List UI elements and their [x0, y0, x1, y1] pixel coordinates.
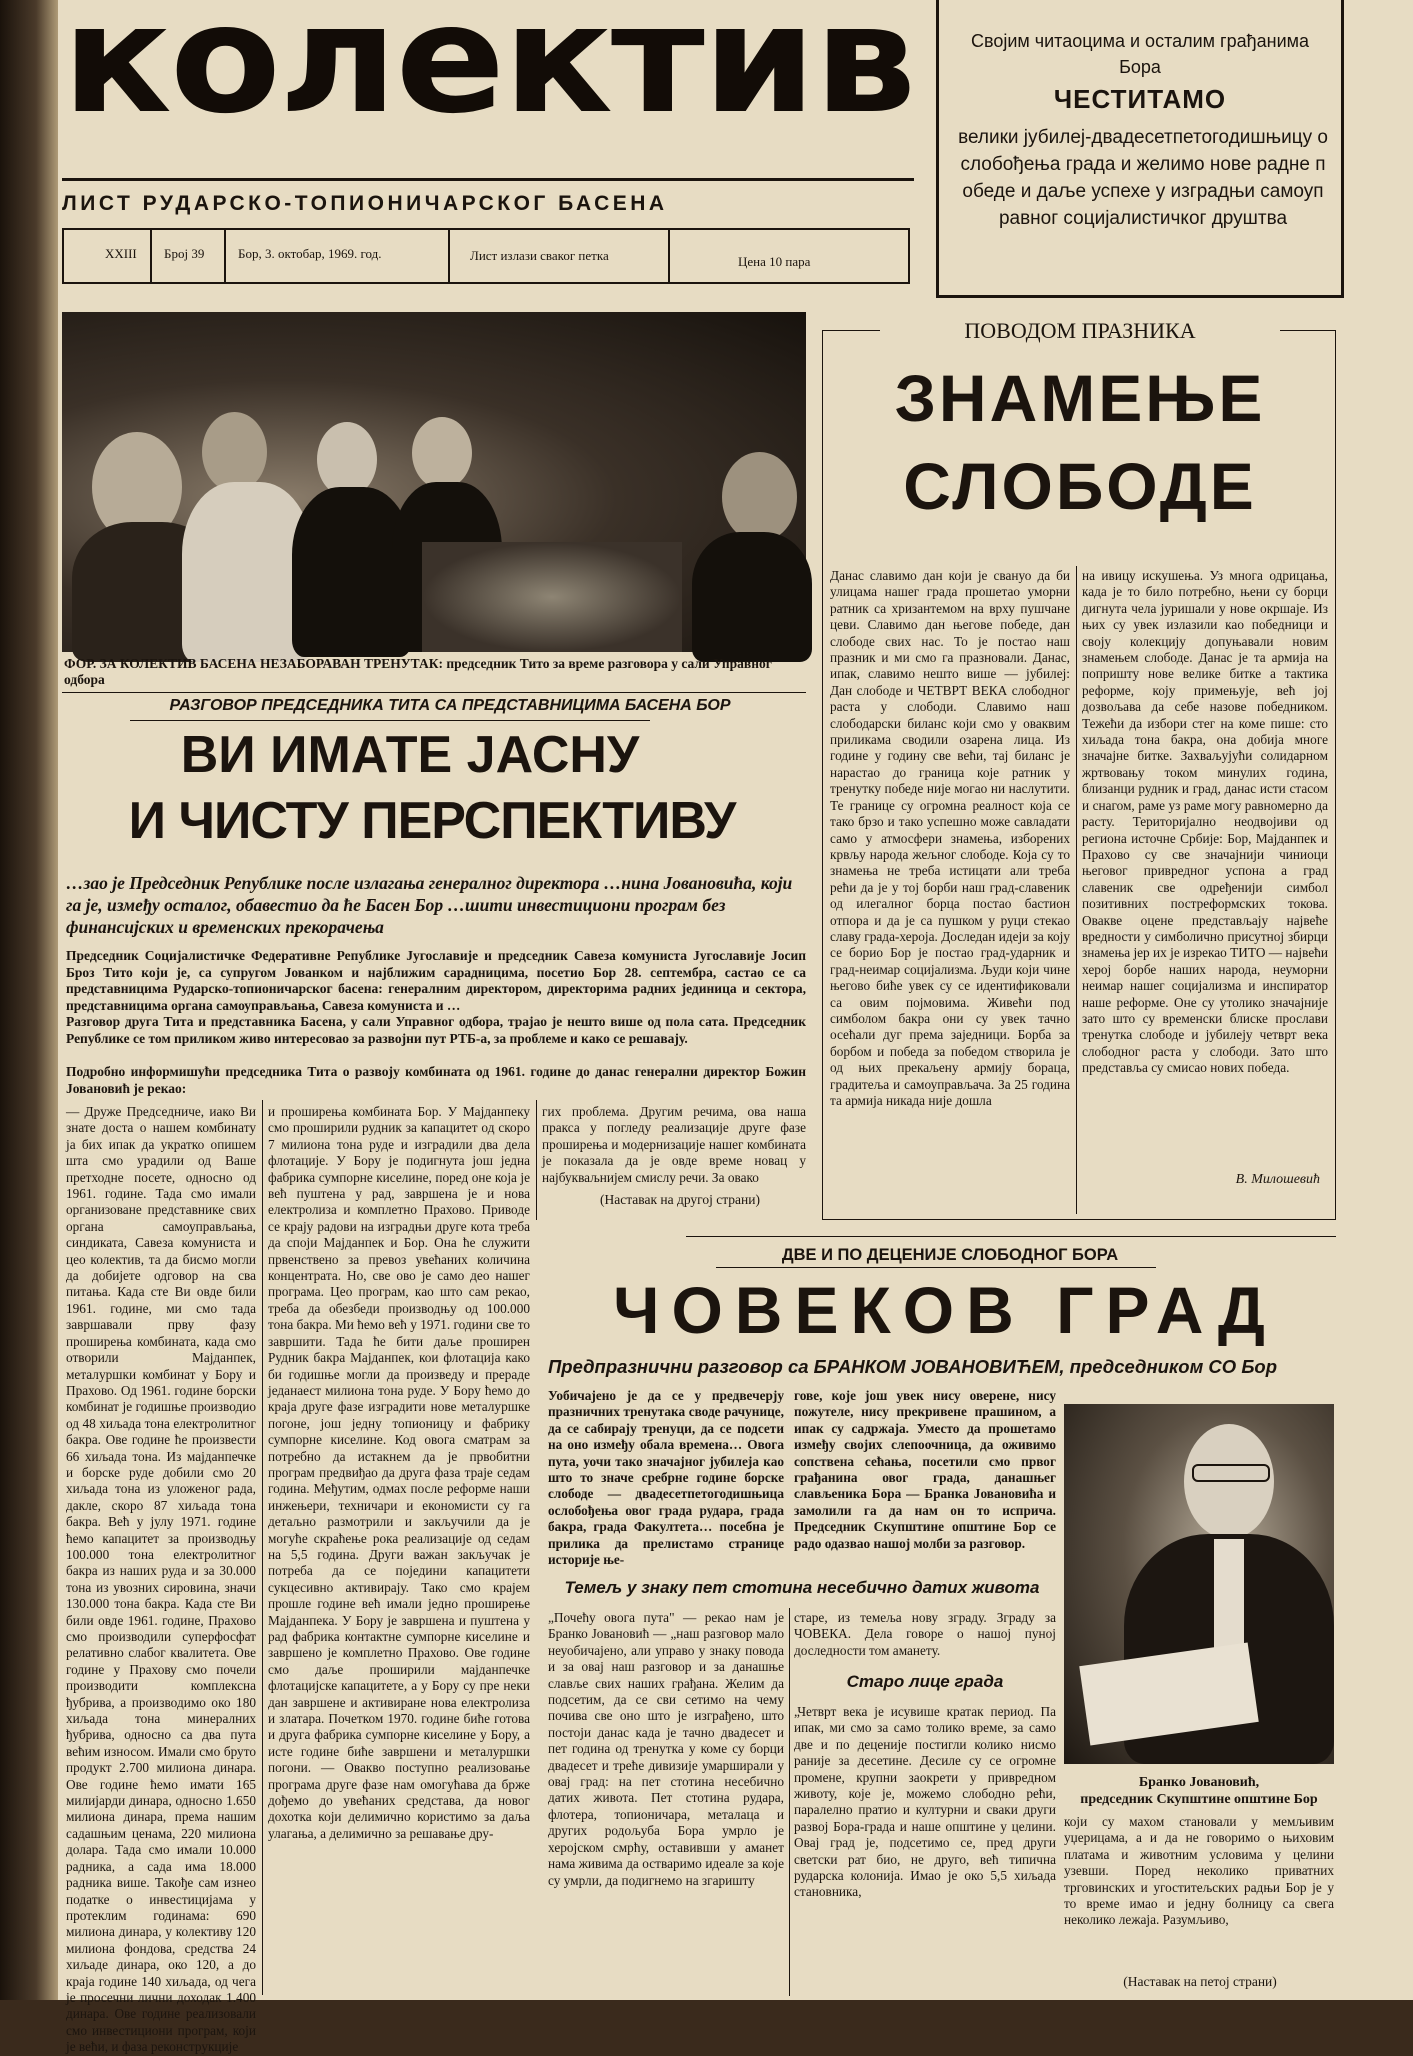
city-body-col1: „Почећу овога пута" — рекао нам је Бранко Јовановић — „наш разговор мало неуобичајено, али управо у знаку повода и за овај наш разговор и за данашње славље свих наших грађана. Желим да подсетим, да се сви сетимо на чему почива све оно што је изграђено, што постоји данас када је тачно двадесет и пет година од тренутка у коме су борци двадесет и треће дивизије умарширали у овај град: на пет стотина несебично датих живота. Пет стотина рудара, флотера, топионичара, металаца и других родољуба Бора умрло је херојском смрћу, оставивши у аманет нама живима да остваримо идеале за које су умрли, да подигнемо на згаришту — [548, 1610, 784, 1888]
photo-branko-caption-name: Бранко Јовановић, — [1138, 1775, 1260, 1790]
city-deck: Предпразнични разговор са БРАНКОМ ЈОВАНОВИЋЕМ, председником СО Бор — [548, 1356, 1278, 1377]
tito-intro3: Подробно информишући председника Тита о развоју комбината од 1961. године до данас генерални директор Божин Јовановић је рекао: — [66, 1064, 806, 1096]
photo-tito-meeting — [62, 312, 806, 652]
tito-body-col1: — Друже Председниче, иако Ви знате доста о нашем комбинату ја бих ипак да укратко опишем шта смо урадили од Ваше претходне посете, односно од 1961. године. Тада смо имали организоване представнике свих органа самоуправљања, синдиката, Савеза комуниста и цео колектив, та да бисмо могли да добијете одговор на сва питања. Када сте Ви овде били 1961. године, ми смо тада завршавали прву фазу проширења комбината, када смо отворили Мајданпек, металуршки комбинат у Бору и Прахово. Од 1961. године борски комбинат је годишње производио од 48 хиљада тона електролитног бакра. Ове године ће произвести 66 хиљада тона. Из мајданпечке и борске руде добили смо 20 хиљада тона из уложеног рада, дакле, скоро 87 хиљада тона бакра. Већ у јулу 1971. године ћемо капацитет за производњу 100.000 тона електролитног бакра из наших руда и за 30.000 тона из увозних сировина, значи 130.000 тона бакра. Када сте Ви били овде 1961. године, Прахово смо производили суперфосфат релативно слабог квалитета. Ове године у Прахову смо почели производити комплексна ђубрива, а производимо око 180 хиљада тона минералних ђубрива, односно са два пута већим износом. Имали смо бруто продукт 2.700 милиона динара. Ове године ћемо имати 165 милијарди динара, односно 1.650 милиона динара, према нашим садашњим ценама, 220 милиона долара. Тада смо имали 10.000 радника, а сада има 18.000 радника више. Такође сам изнео податке о инвестицијама у протеклим годинама: 690 милиона динара, у колективу 120 милиона фондова, средства 24 хиљаде динара, око 120, а до краја године 140 хиљада, од чега је просечни лични доходак 1.400 динара. Ове године реализовали смо инвестициони програм, који је већи, и фаза реконструкције — [66, 1104, 256, 2055]
editorial-headline-line1: ЗНАМЕЊЕ — [894, 361, 1266, 435]
greeting-line1: Својим читаоцима и осталим грађанима Бора — [970, 31, 1310, 77]
issue-date: Бор, 3. октобар, 1969. год. — [238, 246, 382, 261]
city-body-col2b: „Четврт века је исувише кратак период. Па ипак, ми смо за само толико време, за само две и по деценије постигли колико нисмо раније за десетине. Десиле су се огромне промене, крупни заокрети у привредном животу, које је, можемо слободно рећи, паралелно пратио и културни и сваки други развој Бора-града и наше општине у целини. Овај град је, подсетимо се, пред други светски рат био, не друго, већ типична рударска колонија. Имао је око 5,5 хиљада становника, — [794, 1704, 1056, 1900]
city-subhead2: Старо лице града — [846, 1672, 1004, 1691]
tito-intro: Председник Социјалистичке Федеративне Републике Југославије и председник Савеза комуниста Југославије Јосип Броз Тито који је, са супругом Јованком и најближим сарадницима, посетио Бор 28. септембра, састао се са представницима Рударско-топионичарског басена: генералним директором, директорима радних јединица и сектора, представницима органа самоуправљања, Савеза комуниста и … — [66, 948, 806, 1013]
tito-continued: (Наставак на другој страни) — [599, 1192, 760, 1207]
editorial-body-col2: на ивицу искушења. Уз многа одрицања, када је то било потребно, њени су борци дигнута чела јуришали у нове окршаје. Из њих су увек излазили као победници и своју колекцију допуњавали новим знамењем слободе. Данас је та армија на попришту нове велике битке а тактика реформе, коју примењује, већ јој дозвољава да себе назове победником. Тежећи да избори стег на коме пише: сто хиљада тона бакра, она добија многе значајне битке. Захваљујући солидарном жртвовању током минулих година, близанци рудник и град, данас исти стасом и снагом, раме уз раме могу равномерно да расту. Територијално неодвојиви од региона источне Србије: Бор, Мајданпек и Прахово су све значајнији чиниоци његовог привредног успона а град славеник све одређенији симбол позитивних постреформских токова. Овакве оцене представљају највеће вредности у симболично присутној збирци знамења јер их је изрекао ТИТО — највећи херој борбе наших народа, неуморни неимар нашег социјализма и инспиратор наше реформе. Оне су утолико значајније зато што су временски блиске прослави тренутка слободе и јубилеју четврт века слободног раста у слободи. Зато што представља су смисао нових победа. — [1082, 568, 1328, 1076]
issue-number: Број 39 — [164, 246, 205, 261]
photo-branko-jovanovic — [1064, 1404, 1334, 1764]
tito-body-col3: гих проблема. Другим речима, ова наша пракса у погледу реализације друге фазе проширења и модернизације нашег комбината је показала да је овде време новац у најбукваљнијем смислу речи. За овако — [542, 1104, 806, 1185]
issue-frequency: Лист излази сваког петка — [470, 248, 609, 263]
page-binding-shadow — [0, 0, 60, 2000]
masthead-title: колектив — [62, 0, 915, 147]
tito-headline-line1: ВИ ИМАТЕ ЈАСНУ — [180, 726, 640, 784]
editorial-kicker: ПОВОДОМ ПРАЗНИКА — [880, 318, 1280, 344]
greeting-body: велики јубилеј-двадесетпетогодишњицу ослобођења града и желимо нове радне победе и даље успехе у изградњи самоуправног социјалистичког друштва — [958, 127, 1328, 229]
tito-lead: …зао је Председник Републике после излагања генералног директора …нина Јовановића, који га је, између осталог, обавестио да ће Басен Бор …шити инвестициони програм без финансијских и временских прекорачења — [66, 873, 793, 937]
tito-kicker: РАЗГОВОР ПРЕДСЕДНИКА ТИТА СА ПРЕДСТАВНИЦИМА БАСЕНА БОР — [169, 697, 731, 714]
tito-body-col2: и проширења комбината Бор. У Мајданпеку смо проширили рудник за капацитет од скоро 7 милиона тона руде и изградили два дела флотације. У Бору је подигнута још једна фабрика сумпорне киселине, поред оне која је већ пуштена у рад, завршена је и нова електролиза и комплетно Прахово. Приводе се крају радови на изградњи друге кота треба да споји Мајданпек и Бор. Она ће служити првенствено за превоз увећаних количина концентрата. Но, све ово је само део нашег програма. Цео програм, као што сам рекао, треба да обезбеди производњу од 100.000 тона бакра. Ми ћемо већ у 1971. години све то завршити. Тада ће бити даље проширен Рудник бакра Мајданпек, кои флотација како би годишње могли да произведу и прераде једанаест милиона тона руде. У Бору ћемо до краја друге фазе изградити нове металуршке погоне, још једну топионицу и фабрику сумпорне киселине. Код овога сматрам за потребно да истакнем да је првобитни програм предвиђао да друга фаза траје седам година. Међутим, одмах после реформе наши инжењери, техничари и економисти су га детаљно размотрили и закључили да је могуће скраћење рока реализације од седам на 5,5 година. Други важан закључак је потреба да се поједини капацитети сукцесивно активирају. Тако смо крајем прошле године већ имали једно проширење Мајданпека. У Бору је завршена и пуштена у рад фабрика контактне сумпорне киселине и завршено је комплетно Прахово. Ове године смо даље проширили мајданпечке флотацијске капацитете, а у Бору су пре неки дан завршене и активиране нова електролиза и златара. Почетком 1970. године биће готова и друга фабрика сумпорне киселине у Бору, а исте године биће завршени и металуршки погони. — Овакво поступно реализовање програма друге фазе нам омогућава да брже дођемо до увећаних средстава, да новог дохотка који делимично користимо за даља улагања, а делимично за решавање дру- — [268, 1104, 530, 1841]
city-subhead1: Темељ у знаку пет стотина несебично датих живота — [564, 1578, 1040, 1597]
editorial-author: В. Милошевић — [1235, 1172, 1320, 1187]
city-intro-col2: гове, које још увек нису оверене, нису пожутеле, нису прекривене прашином, а ипак су садржаја. Уместо да прошетамо између својих слепоочница, да оживимо сопствена сећања, посетили смо првог грађанина овог града, данашњег слављеника Бора — Бранка Јовановића и замолили га да нам он то исприча. Председник Скупштине општине Бор се радо одазвао нашој молби за разговор. — [794, 1388, 1056, 1551]
city-headline: ЧОВЕКОВ ГРАД — [613, 1273, 1277, 1347]
city-body-col2a: старе, из темеља нову зграду. Зграду за ЧОВЕКА. Дела говоре о нашој пуној доследности том аманету. — [794, 1610, 1056, 1658]
tito-headline-line2: И ЧИСТУ ПЕРСПЕКТИВУ — [128, 792, 736, 850]
editorial-body-col1: Данас славимо дан који је свануо да би улицама нашег града прошетао уморни ратник са хризантемом на врху пушчане цеви. Славимо дан његове победе, дан слободе свих нас. То је постао наш празник и ми смо га празновали. Данас, ипак, славимо нешто више — јубилеј: Дан слободе и ЧЕТВРТ ВЕКА слободног раста у слободи. Славимо наш слободарски биланс који смо у оваквим приликама сводили озарена лица. Из године у годину све већи, тај биланс је нарастао до граница које ратник у тренутку победе није могао ни наслутити. Те границе су огромна реалност која се тако брзо и тако успешно може савладати само у атмосфери знамења, изборених крвљу народа жељног слободе. Која су то знамења не треба истицати али треба рећи да је у тој борби наш град-славеник од илегалног борца постао бастион отпора и да је са пушком у руци стекао славу града-хероја. Доследан идеји за коју се борио Бор је постао град-ударник и град-неимар социјализма. Људи који чине његово биће увек су се идентификовали са овим појмовима. Живећи под симболом бакра они су увек тачно осећали дуг према заједници. Борба за борбом и победа за победом створила је од њих прекаљену армију бораца, градитеља и самоуправљача. За 25 година та армија никада није дошла — [830, 568, 1070, 1108]
tito-intro2: Разговор друга Тита и представника Басена, у сали Управног одбора, трајао је нешто више од пола сата. Председник Републике се том приликом живо интересовао за развојни пут РТБ-а, за проблеме и како се решавају. — [66, 1014, 806, 1046]
editorial-headline-line2: СЛОБОДЕ — [903, 449, 1257, 523]
city-body-col3: који су махом становали у мемљивим уџерицама, а и да не говоримо о њиховим платама и животним условима у целини узевши. Поред неколико приватних трговинских и угоститељских радњи Бор је у то време имао и једну болницу са свега неколико лежаја. Разумљиво, — [1064, 1814, 1334, 1928]
city-continued: (Наставак на петој страни) — [1123, 1974, 1277, 1989]
year-label: XXIII — [105, 246, 137, 261]
photo-branko-caption-title: председник Скупштине општине Бор — [1080, 1792, 1318, 1807]
photo-tito-caption: ФОР. ЗА КОЛЕКТИВ БАСЕНА НЕЗАБОРАВАН ТРЕНУТАК: председник Тито за време разговора у сали Управног одбора — [64, 656, 772, 687]
city-kicker: ДВЕ И ПО ДЕЦЕНИЈЕ СЛОБОДНОГ БОРА — [781, 1246, 1119, 1264]
masthead-subtitle: ЛИСТ РУДАРСКО-ТОПИОНИЧАРСКОГ БАСЕНА — [62, 192, 668, 215]
issue-price: Цена 10 пара — [738, 254, 811, 269]
city-intro-col1: Уобичајено је да се у предвечерју празничних тренутака своде рачунице, да се сабирају тренуци, да се подсети на оно између обала времена… Овога пута, уочи тако значајног јубилеја као што то значе сребрне године борске слободе — двадесетпетогодишњица ослобођења овог града рудара, града бакра, града Факултета… посебна је прилика да прелистамо странице историје ње- — [548, 1388, 784, 1568]
greeting-headline: ЧЕСТИТАМО — [1053, 84, 1227, 114]
masthead-rule — [62, 178, 914, 181]
